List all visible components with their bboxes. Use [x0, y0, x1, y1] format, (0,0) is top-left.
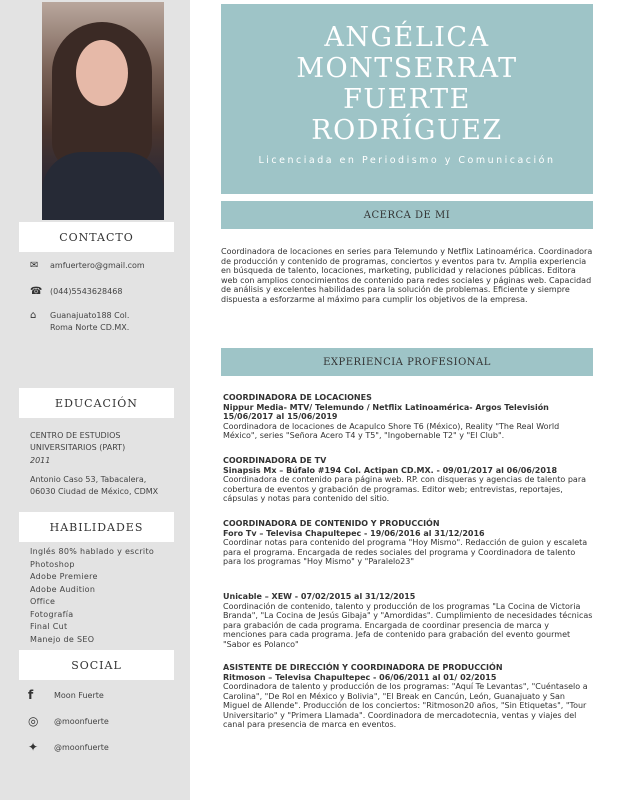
twitter-row [28, 740, 178, 754]
name-line: ANGÉLICA [324, 22, 490, 53]
job-entry [223, 393, 593, 441]
skill-item: Office [30, 597, 56, 606]
contact-heading: CONTACTO [19, 222, 174, 252]
job-company: Nippur Media- MTV/ Telemundo / Netflix Latinoamérica- Argos Televisión 15/06/2017 al 15/06/2019 [223, 402, 549, 421]
job-title: COORDINADORA DE LOCACIONES [223, 393, 372, 402]
school-name: CENTRO DE ESTUDIOS UNIVERSITARIOS (PART) [30, 431, 126, 452]
phone-text: (044)5543628468 [50, 287, 123, 296]
facebook-handle: Moon Fuerte [54, 690, 104, 700]
about-text: Coordinadora de locaciones en series para Telemundo y Netflix Latinoamérica. Coordinadora de producción y contenido de programas, conciertos y eventos para tv. Amplia experiencia en búsqueda de talento, locaciones, marketing, publicidad y relaciones públicas. Editora web con amplios conocimientos de contenido para redes sociales y páginas web. Capacidad de análisis y excelentes habilidades para la solución de problemas. Eficiente y siempre dispuesta a esforzarme al máximo para cumplir los objetivos de la empresa. [221, 247, 593, 304]
address-row [30, 310, 180, 334]
job-description: Coordinadora de locaciones de Acapulco Shore T6 (México), Reality "The Real World México", series "Señora Acero T4 y T5", "Ingobernable T2" y "El Club". [223, 421, 560, 440]
instagram-row [28, 714, 178, 728]
education-heading: EDUCACIÓN [19, 388, 174, 418]
skill-item: Inglés 80% hablado y escrito [30, 547, 155, 556]
twitter-handle: @moonfuerte [54, 742, 109, 752]
instagram-handle: @moonfuerte [54, 716, 109, 726]
skill-item: Fotografía [30, 609, 74, 619]
skill-item: Manejo de SEO [30, 634, 95, 644]
name-line: RODRÍGUEZ [311, 115, 503, 146]
job-company: Ritmoson – Televisa Chapultepec - 06/06/2011 al 01/ 02/2015 [223, 672, 497, 682]
job-company: Sinapsis Mx – Búfalo #194 Col. Actipan CD.MX. - 09/01/2017 al 06/06/2018 [223, 465, 558, 475]
profile-photo [42, 2, 164, 220]
school-address: Antonio Caso 53, Tabacalera, 06030 Ciudad de México, CDMX [30, 475, 159, 496]
job-title: COORDINADORA DE TV [223, 456, 327, 465]
skill-item: Adobe Audition [30, 584, 96, 594]
address-text: Guanajuato188 Col. Roma Norte CD.MX. [50, 311, 130, 332]
job-description: Coordinar notas para contenido del programa "Hoy Mismo". Redacción de guion y escaleta para el programa. Encargada de redes sociales del programa y Coordinadora de talento para los programas "Hoy Mismo" y "Paralelo23" [223, 538, 588, 566]
job-entry [223, 519, 593, 567]
building-icon: ⌂ [30, 310, 37, 321]
job-description: Coordinadora de talento y producción de los programas: "Aquí Te Levantas", "Cuéntaselo a Carolina", "De Rol en México y Bolivia", "El Break en Cancún, León, Guanajuato y San Miguel de Allende". Producción de los conciertos: "Ritmoson20 años, "Sin Etiquetas", "Tour Universitario" y "Primera Llamada". Coordinadora de mercadotecnia, ventas y viajes del canal para presencia de marca en eventos. [223, 682, 588, 729]
skills-heading: HABILIDADES [19, 512, 174, 542]
skills-list [30, 546, 180, 646]
skill-item: Adobe Premiere [30, 572, 98, 581]
job-title: COORDINADORA DE CONTENIDO Y PRODUCCIÓN [223, 519, 440, 528]
email-text: amfuertero@gmail.com [50, 261, 145, 270]
envelope-icon: ✉ [30, 260, 39, 271]
facebook-row [28, 688, 178, 702]
experience-heading: EXPERIENCIA PROFESIONAL [221, 348, 593, 376]
job-description: Coordinación de contenido, talento y producción de los programas "La Cocina de Victoria Branda", "La Cocina de Jesús Gibaja" y "Amordidas". Cumplimiento de necesidades técnicas para grabación de cada programa. Encargada de coordinar presencia de marca y menciones para cada programa. Jefa de contenido para grabación del evento gourmet "Sabor es Polanco" [223, 601, 593, 649]
job-entry [223, 456, 593, 504]
job-entry [223, 592, 593, 649]
instagram-icon: ◎ [28, 714, 39, 728]
skill-item: Final Cut [30, 622, 68, 631]
phone-row [30, 286, 180, 298]
job-title: ASISTENTE DE DIRECCIÓN Y COORDINADORA DE PRODUCCIÓN [223, 663, 503, 672]
facebook-icon: f [28, 688, 34, 702]
job-entry [223, 663, 593, 730]
skill-item: Photoshop [30, 559, 75, 569]
email-row [30, 260, 180, 272]
social-heading: SOCIAL [19, 650, 174, 680]
about-heading: ACERCA DE MI [221, 201, 593, 229]
job-company: Unicable – XEW - 07/02/2015 al 31/12/2015 [223, 592, 416, 601]
profession-subtitle: Licenciada en Periodismo y Comunicación [258, 155, 556, 166]
name-line: FUERTE [343, 84, 471, 115]
school-year: 2011 [30, 456, 51, 465]
twitter-icon: ✦ [28, 740, 39, 754]
job-description: Coordinadora de contenido para página web. RP. con disqueras y agencias de talento para cobertura de eventos y grabación de programas. Editor web; entrevistas, reportajes, cápsulas y notas para contenido del sitio. [223, 475, 587, 503]
job-company: Foro Tv – Televisa Chapultepec - 19/06/2016 al 31/12/2016 [223, 528, 485, 538]
name-header [221, 4, 593, 194]
phone-icon: ☎ [30, 286, 43, 297]
name-line: MONTSERRAT [296, 53, 518, 84]
